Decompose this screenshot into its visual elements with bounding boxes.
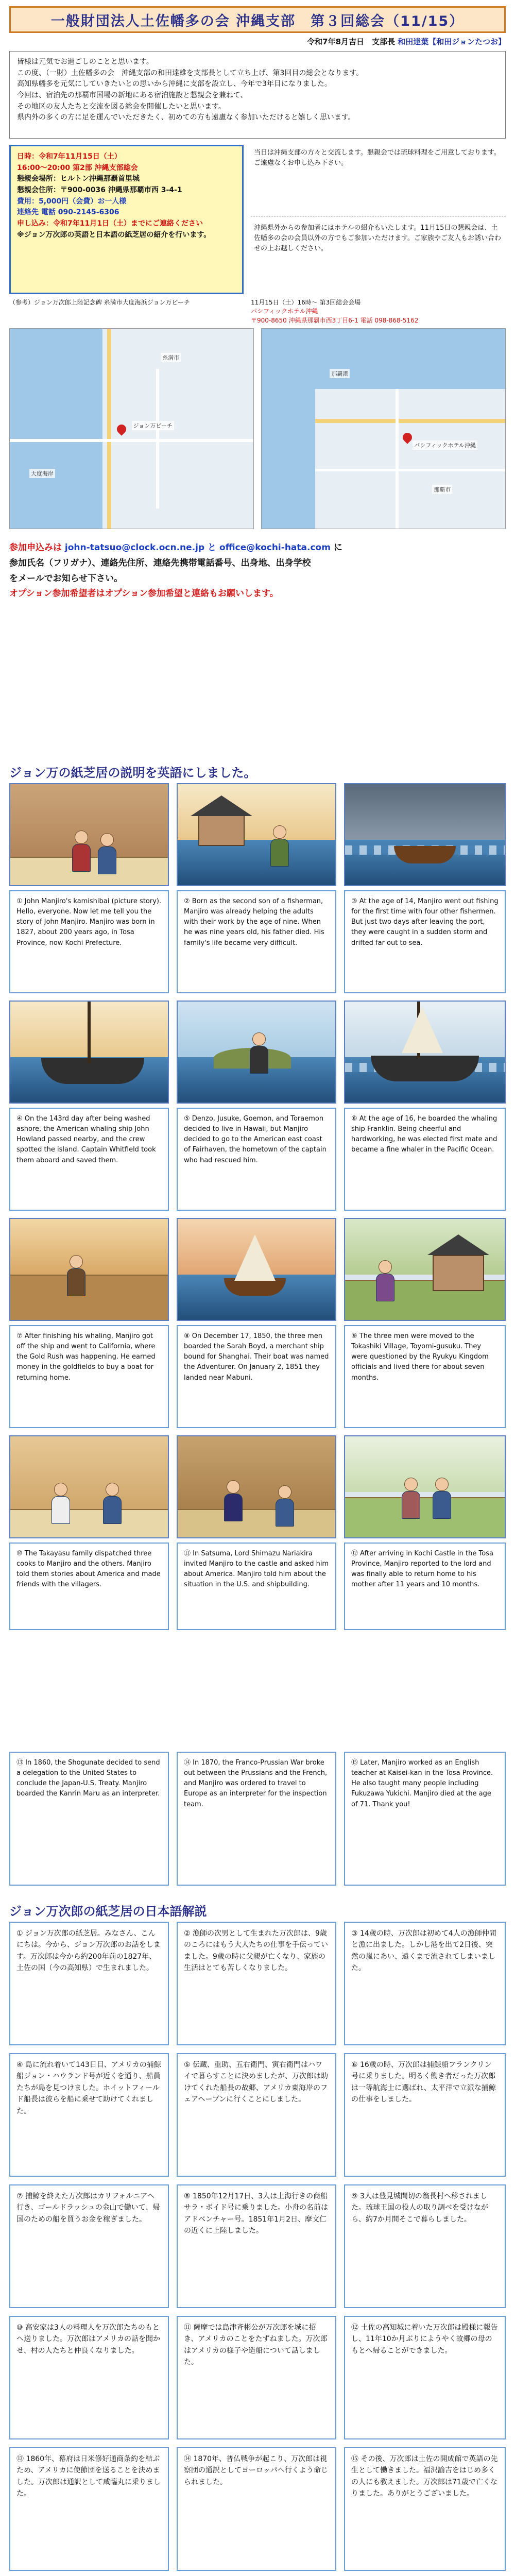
intro-line: 皆様は元気でお過ごしのことと思います。	[17, 58, 153, 66]
info-line-contact: 連絡先 電話 090-2145-6306	[17, 208, 119, 217]
comic-japanese-heading: ジョン万次郎の紙芝居の日本語解説	[9, 1904, 207, 1919]
event-details	[9, 145, 506, 294]
caption-left: （参考）ジョン万次郎上陸記念碑 糸満市大度海浜ジョン万ビーチ	[9, 299, 190, 306]
intro-line: この度、（一財）土佐幡多の会 沖縄支部の和田達雄を支部長として立ち上げ、第3回目の総会となります。	[17, 69, 364, 77]
comic-panel-4-image	[9, 1001, 169, 1104]
comic-panel-5-text: ⑤ Denzo, Jusuke, Goemon, and Toraemon decided to live in Hawaii, but Manjiro decided to go to the American east coast of Fairhaven, the hometown of the captain who had rescued him.	[177, 1108, 336, 1211]
map-road	[396, 389, 399, 529]
map-road	[315, 469, 505, 471]
caption-right-3: 〒900-8650 沖縄県那覇市西3丁目6-1 電話 098-868-5162	[251, 316, 419, 324]
comic-panel-12-text: ⑫ After arriving in Kochi Castle in the Tosa Province, Manjiro reported to the lord and was finally able to return home to his mother after 11 years and 10 months.	[344, 1543, 506, 1630]
comic-jp-panel-11: ⑪ 薩摩では島津斉彬公が万次郎を城に招き、アメリカのことをたずねました。万次郎はアメリカの様子や造船について話しました。	[177, 2316, 336, 2439]
info-line-note: ※ジョン万次郎の英語と日本語の紙芝居の紹介を行います。	[17, 230, 211, 239]
comic-jp-panel-12: ⑫ 土佐の高知城に着いた万次郎は殿様に報告し、11年10か月ぶりにようやく故郷の母のもとへ帰ることができました。	[344, 2316, 506, 2439]
comic-panel-3-image	[344, 783, 506, 886]
comic-panel-15-text: ⑮ Later, Manjiro worked as an English teacher at Kaisei-kan in the Tosa Province. He also taught many people including Fukuzawa Yukichi. Manjiro died at the age of 71. Thank you!	[344, 1752, 506, 1886]
info-line-date: 日時：令和7年11月15日（土）	[17, 152, 122, 161]
info-line-fee: 費用：5,000円（会費）お一人様	[17, 197, 127, 206]
comic-panel-8-text: ⑧ On December 17, 1850, the three men boarded the Sarah Boyd, a merchant ship bound for Shanghai. Their boat was named the Adventurer. On January 2, 1851 they landed near Mabuni.	[177, 1325, 336, 1428]
flyer-subtitle	[9, 36, 506, 47]
comic-panel-9-image	[344, 1218, 506, 1321]
right-note-1: 当日は沖縄支部の方々と交流します。懇親会では琉球料理をご用意しております。ご遠慮なくお申し込み下さい。	[251, 145, 506, 217]
intro-line: その地区の友人たちと交流を図る総会を開催したいと思います。	[17, 102, 226, 111]
comic-panel-4-text: ④ On the 143rd day after being washed ashore, the American whaling ship John Howland passed nearby, and the crew spotted the island. Captain Whitfield took them aboard and saved them.	[9, 1108, 169, 1211]
comic-panel-1-image	[9, 783, 169, 886]
manjiro-figure	[433, 1478, 451, 1519]
apply-line-4: オプション参加希望者はオプション参加希望と連絡もお願いします。	[9, 588, 279, 599]
comic-panel-9-text: ⑨ The three men were moved to the Tokashiki Village, Toyomi-gusuku. They were questioned by the Ryukyu Kingdom officials and lived there for about seven months.	[344, 1325, 506, 1428]
caption-right-1: 11月15日（土）16時〜 第3回総会会場	[251, 299, 361, 306]
apply-suffix: に	[333, 543, 342, 553]
apply-line-3: をメールでお知らせ下さい。	[9, 573, 123, 584]
manjiro-figure	[276, 1485, 294, 1527]
boy-figure	[270, 825, 289, 867]
comic-panel-8-image	[177, 1218, 336, 1321]
cook-figure	[52, 1483, 70, 1524]
map-road	[10, 439, 253, 442]
intro-line: 県内外の多くの方に足を運んでいただきたく、初めての方も遠慮なく参加いただけると嬉しく思います。	[17, 113, 355, 122]
comic-jp-panel-15: ⑮ その後、万次郎は土佐の開成館で英語の先生として働きました。福沢諭吉をはじめ多くの人にも教えました。万次郎は71歳で亡くなりました。ありがとうございました。	[344, 2447, 506, 2571]
comic-jp-panel-5: ⑤ 伝蔵、重助、五右衛門、寅右衛門はハワイで暮らすことに決めましたが、万次郎は助けてくれた船長の故郷、アメリカ東海岸のフェアヘーブンに行くことにしました。	[177, 2053, 336, 2177]
comic-jp-panel-8: ⑧ 1850年12月17日、3人は上海行きの商船サラ・ボイド号に乗りました。小舟の名前はアドベンチャー号。1851年1月2日、摩文仁の近くに上陸しました。	[177, 2184, 336, 2308]
map-road	[156, 369, 159, 509]
apply-line-2: 参加氏名（フリガナ）、連絡先住所、連絡先携帯電話番号、出身地、出身学校	[9, 557, 311, 568]
miner-figure	[67, 1255, 85, 1296]
comic-jp-panel-10: ⑩ 高安家は3人の料理人を万次郎たちのもとへ送りました。万次郎はアメリカの話を聞かせ、村の人たちと仲良くなりました。	[9, 2316, 169, 2439]
flyer-title-bar	[9, 6, 506, 33]
map-hotel[interactable]	[261, 328, 506, 529]
map-captions	[9, 298, 506, 325]
info-line-address: 懇親会住所：〒900-0036 沖縄県那覇市西 3-4-1	[17, 186, 182, 195]
map-road	[315, 419, 505, 423]
right-notes	[251, 145, 506, 294]
comic-jp-panel-9: ⑨ 3人は豊見城間切の翁長村へ移されました。琉球王国の役人の取り調べを受けながら、約7か月間そこで暮らしました。	[344, 2184, 506, 2308]
map-label: 那覇市	[432, 485, 452, 494]
storyteller-figure	[72, 831, 91, 872]
map-label: ジョン万ビーチ	[132, 421, 174, 430]
comic-panel-11-image	[177, 1435, 336, 1538]
comic-panel-13-text: ⑬ In 1860, the Shogunate decided to send a delegation to the United States to conclude the Japan-U.S. Treaty. Manjiro boarded the Kanrin Maru as an interpreter.	[9, 1752, 169, 1886]
map-sea	[10, 329, 102, 529]
comic-panel-7-text: ⑦ After finishing his whaling, Manjiro got off the ship and went to California, where the Gold Rush was happening. He earned money in the goldfields to buy a boat for returning home.	[9, 1325, 169, 1428]
event-info-box	[9, 145, 244, 294]
comic-panel-3-text: ③ At the age of 14, Manjiro went out fishing for the first time with four other fishermen. But just two days after leaving the port, they were caught in a sudden storm and drifted far out to sea.	[344, 890, 506, 993]
comic-jp-panel-3: ③ 14歳の時、万次郎は初めて4人の漁師仲間と漁に出ました。しかし港を出て2日後、突然の嵐にあい、遠くまで流されてしまいました。	[344, 1922, 506, 2045]
comic-jp-panel-13: ⑬ 1860年、幕府は日米修好通商条約を結ぶため、アメリカに使節団を送ることを決めました。万次郎は通訳として咸臨丸に乗りました。	[9, 2447, 169, 2571]
subtitle-date: 令和7年8月吉日 支部長	[307, 37, 396, 46]
map-sea	[262, 329, 315, 529]
manjiro-figure	[103, 1483, 122, 1524]
comic-jp-panel-4: ④ 島に流れ着いて143日目、アメリカの捕鯨船ジョン・ハウランド号が近くを通り、船員たちが島を見つけました。ホイットフィールド船長は彼らを船に乗せて助けてくれました。	[9, 2053, 169, 2177]
comic-panel-5-image	[177, 1001, 336, 1104]
map-pin-icon	[401, 431, 414, 444]
comic-panel-7-image	[9, 1218, 169, 1321]
info-line-deadline: 申し込み：令和7年11月1日（土）までにご連絡ください	[17, 219, 203, 228]
comic-jp-panel-2: ② 漁師の次男として生まれた万次郎は、9歳のころにはもう大人たちの仕事を手伝っていました。9歳の時に父親が亡くなり、家族の生活はとても苦しくなりました。	[177, 1922, 336, 2045]
event-flyer	[9, 6, 506, 740]
comic-jp-panel-6: ⑥ 16歳の時、万次郎は捕鯨船フランクリン号に乗りました。明るく働き者だった万次郎は一等航海士に選ばれ、太平洋で立派な捕鯨の仕事をしました。	[344, 2053, 506, 2177]
maps-row	[9, 328, 506, 529]
application-info	[9, 540, 506, 602]
comic-panel-10-text: ⑩ The Takayasu family dispatched three cooks to Manjiro and the others. Manjiro told them stories about America and made friends with the villagers.	[9, 1543, 169, 1630]
caption-right-2: パシフィックホテル沖縄	[251, 308, 318, 315]
intro-text	[9, 51, 506, 139]
flyer-title: 一般財団法人土佐幡多の会 沖縄支部 第３回総会（11/15）	[50, 13, 465, 29]
map-label: 那覇港	[330, 369, 350, 378]
map-label: 糸満市	[161, 353, 181, 362]
map-pin-icon	[115, 423, 128, 436]
comic-panel-11-text: ⑪ In Satsuma, Lord Shimazu Nariakira invited Manjiro to the castle and asked him about America. Manjiro told him about the situation in the U.S. and shipbuilding.	[177, 1543, 336, 1630]
comic-english-sheet	[9, 762, 506, 1731]
subtitle-name: 和田達葉【和田ジョンたつお】	[398, 37, 506, 46]
apply-prefix: 参加申込みは	[9, 543, 62, 553]
sailor-figure	[250, 1032, 268, 1074]
comic-panel-2-text: ② Born as the second son of a fisherman, Manjiro was already helping the adults with their work by the age of nine. When he was nine years old, his father died. His family's life became very difficult.	[177, 890, 336, 993]
villager-figure	[376, 1260, 394, 1301]
intro-line: 高知県幡多を元気にしていきたいとの思いから沖縄に支部を設立し、今年で3年目になりました。	[17, 80, 332, 89]
comic-english-heading: ジョン万の紙芝居の説明を英語にしました。	[9, 766, 256, 780]
info-line-venue: 懇親会場所：ヒルトン沖縄那覇首里城	[17, 175, 140, 183]
comic-jp-panel-14: ⑭ 1870年、普仏戦争が起こり、万次郎は視察団の通訳としてヨーロッパへ行くよう命じられました。	[177, 2447, 336, 2571]
right-note-2: 沖縄県外からの参加者にはホテルの紹介もいたします。11月15日の懇親会は、土佐幡多の会の会員以外の方でもご参加いただけます。ご家族やご友人もお誘い合わせの上お越しください。	[254, 224, 501, 253]
mother-figure	[402, 1478, 420, 1519]
child-figure	[98, 833, 116, 874]
comic-panel-10-image	[9, 1435, 169, 1538]
comic-jp-panel-7: ⑦ 捕鯨を終えた万次郎はカリフォルニアへ行き、ゴールドラッシュの金山で働いて、帰国のための船を買うお金を稼ぎました。	[9, 2184, 169, 2308]
map-label: 大度海岸	[29, 469, 55, 478]
map-label: パシフィックホテル沖縄	[413, 440, 477, 450]
comic-sheet-2	[9, 1752, 506, 2576]
comic-panel-6-image	[344, 1001, 506, 1104]
comic-panel-14-text: ⑭ In 1870, the Franco-Prussian War broke out between the Prussians and the French, and Manjiro was ordered to travel to Europe as an interpreter for the inspection team.	[177, 1752, 336, 1886]
info-line-time: 16:00～20:00 第2部 沖縄支部総会	[17, 163, 138, 172]
comic-panel-12-image	[344, 1435, 506, 1538]
comic-panel-6-text: ⑥ At the age of 16, he boarded the whaling ship Franklin. Being cheerful and hardworking, he was elected first mate and became a fine whaler in the Pacific Ocean.	[344, 1108, 506, 1211]
apply-email[interactable]: john-tatsuo@clock.ocn.ne.jp と office@kochi-hata.com	[64, 543, 331, 553]
lord-figure	[224, 1480, 243, 1521]
intro-line: 今回は、宿泊先の那覇市国場の新地にある宿泊施設と懇親会を兼ねて、	[17, 91, 248, 100]
comic-panel-2-image	[177, 783, 336, 886]
map-memorial[interactable]	[9, 328, 254, 529]
caption-right	[251, 298, 506, 325]
comic-jp-panel-1: ① ジョン万次郎の紙芝居。みなさん、こんにちは。今から、ジョン万次郎のお話をします。万次郎は今から約200年前の1827年、土佐の国（今の高知県）で生まれました。	[9, 1922, 169, 2045]
comic-panel-1-text: ① John Manjiro's kamishibai (picture story). Hello, everyone. Now let me tell you the story of John Manjiro. Manjiro was born in 1827, about 200 years ago, in Tosa Province, now Kochi Prefecture.	[9, 890, 169, 993]
map-road	[107, 329, 111, 529]
